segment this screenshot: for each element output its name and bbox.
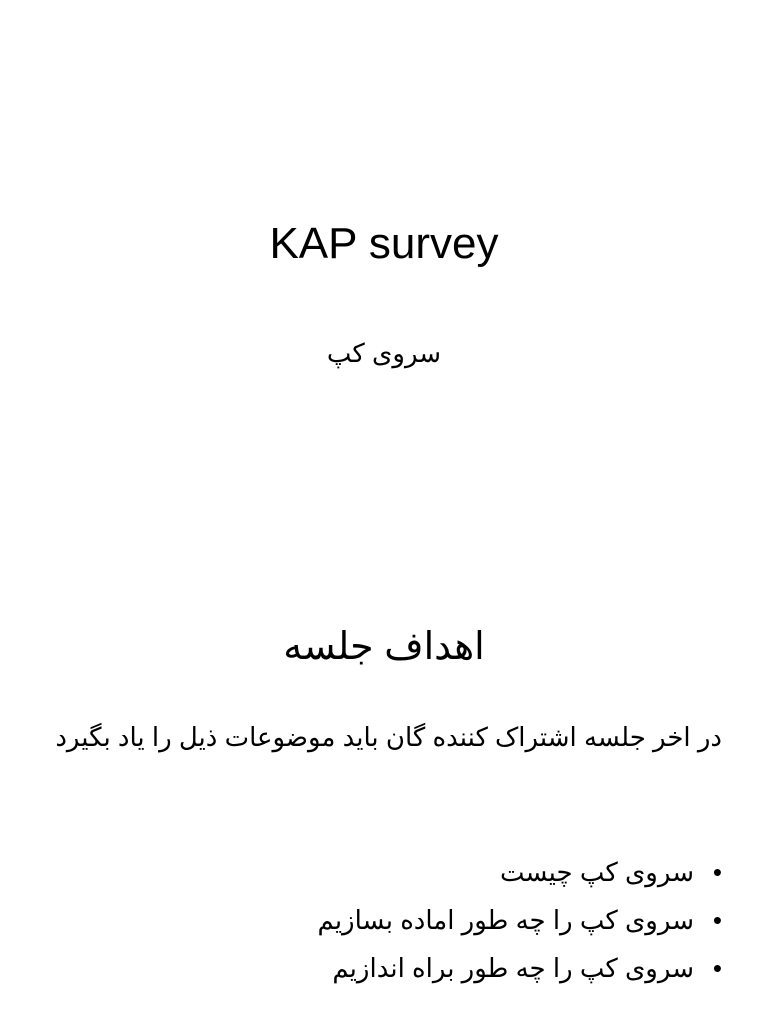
list-item	[42, 944, 722, 992]
list-item	[42, 896, 722, 944]
objectives-heading: اهداف جلسه	[283, 626, 485, 668]
list-item-text: سروی کپ را چه طور براه اندازیم	[332, 953, 694, 983]
list-item	[42, 848, 722, 896]
objectives-intro: در اخر جلسه اشتراک کننده گان باید موضوعات ذیل را یاد بگیرد	[55, 722, 722, 752]
bullet-icon: •	[712, 857, 722, 887]
bullet-icon: •	[712, 905, 722, 935]
objectives-slide	[0, 590, 768, 1024]
list-item-text: سروی کپ چیست	[499, 857, 694, 887]
slide-subtitle: سروی کپ	[326, 338, 442, 368]
objectives-list	[42, 848, 722, 992]
list-item-text: سروی کپ را چه طور اماده بسازیم	[317, 905, 694, 935]
bullet-icon: •	[712, 953, 722, 983]
title-slide	[0, 0, 768, 470]
slide-title: KAP survey	[269, 219, 499, 268]
